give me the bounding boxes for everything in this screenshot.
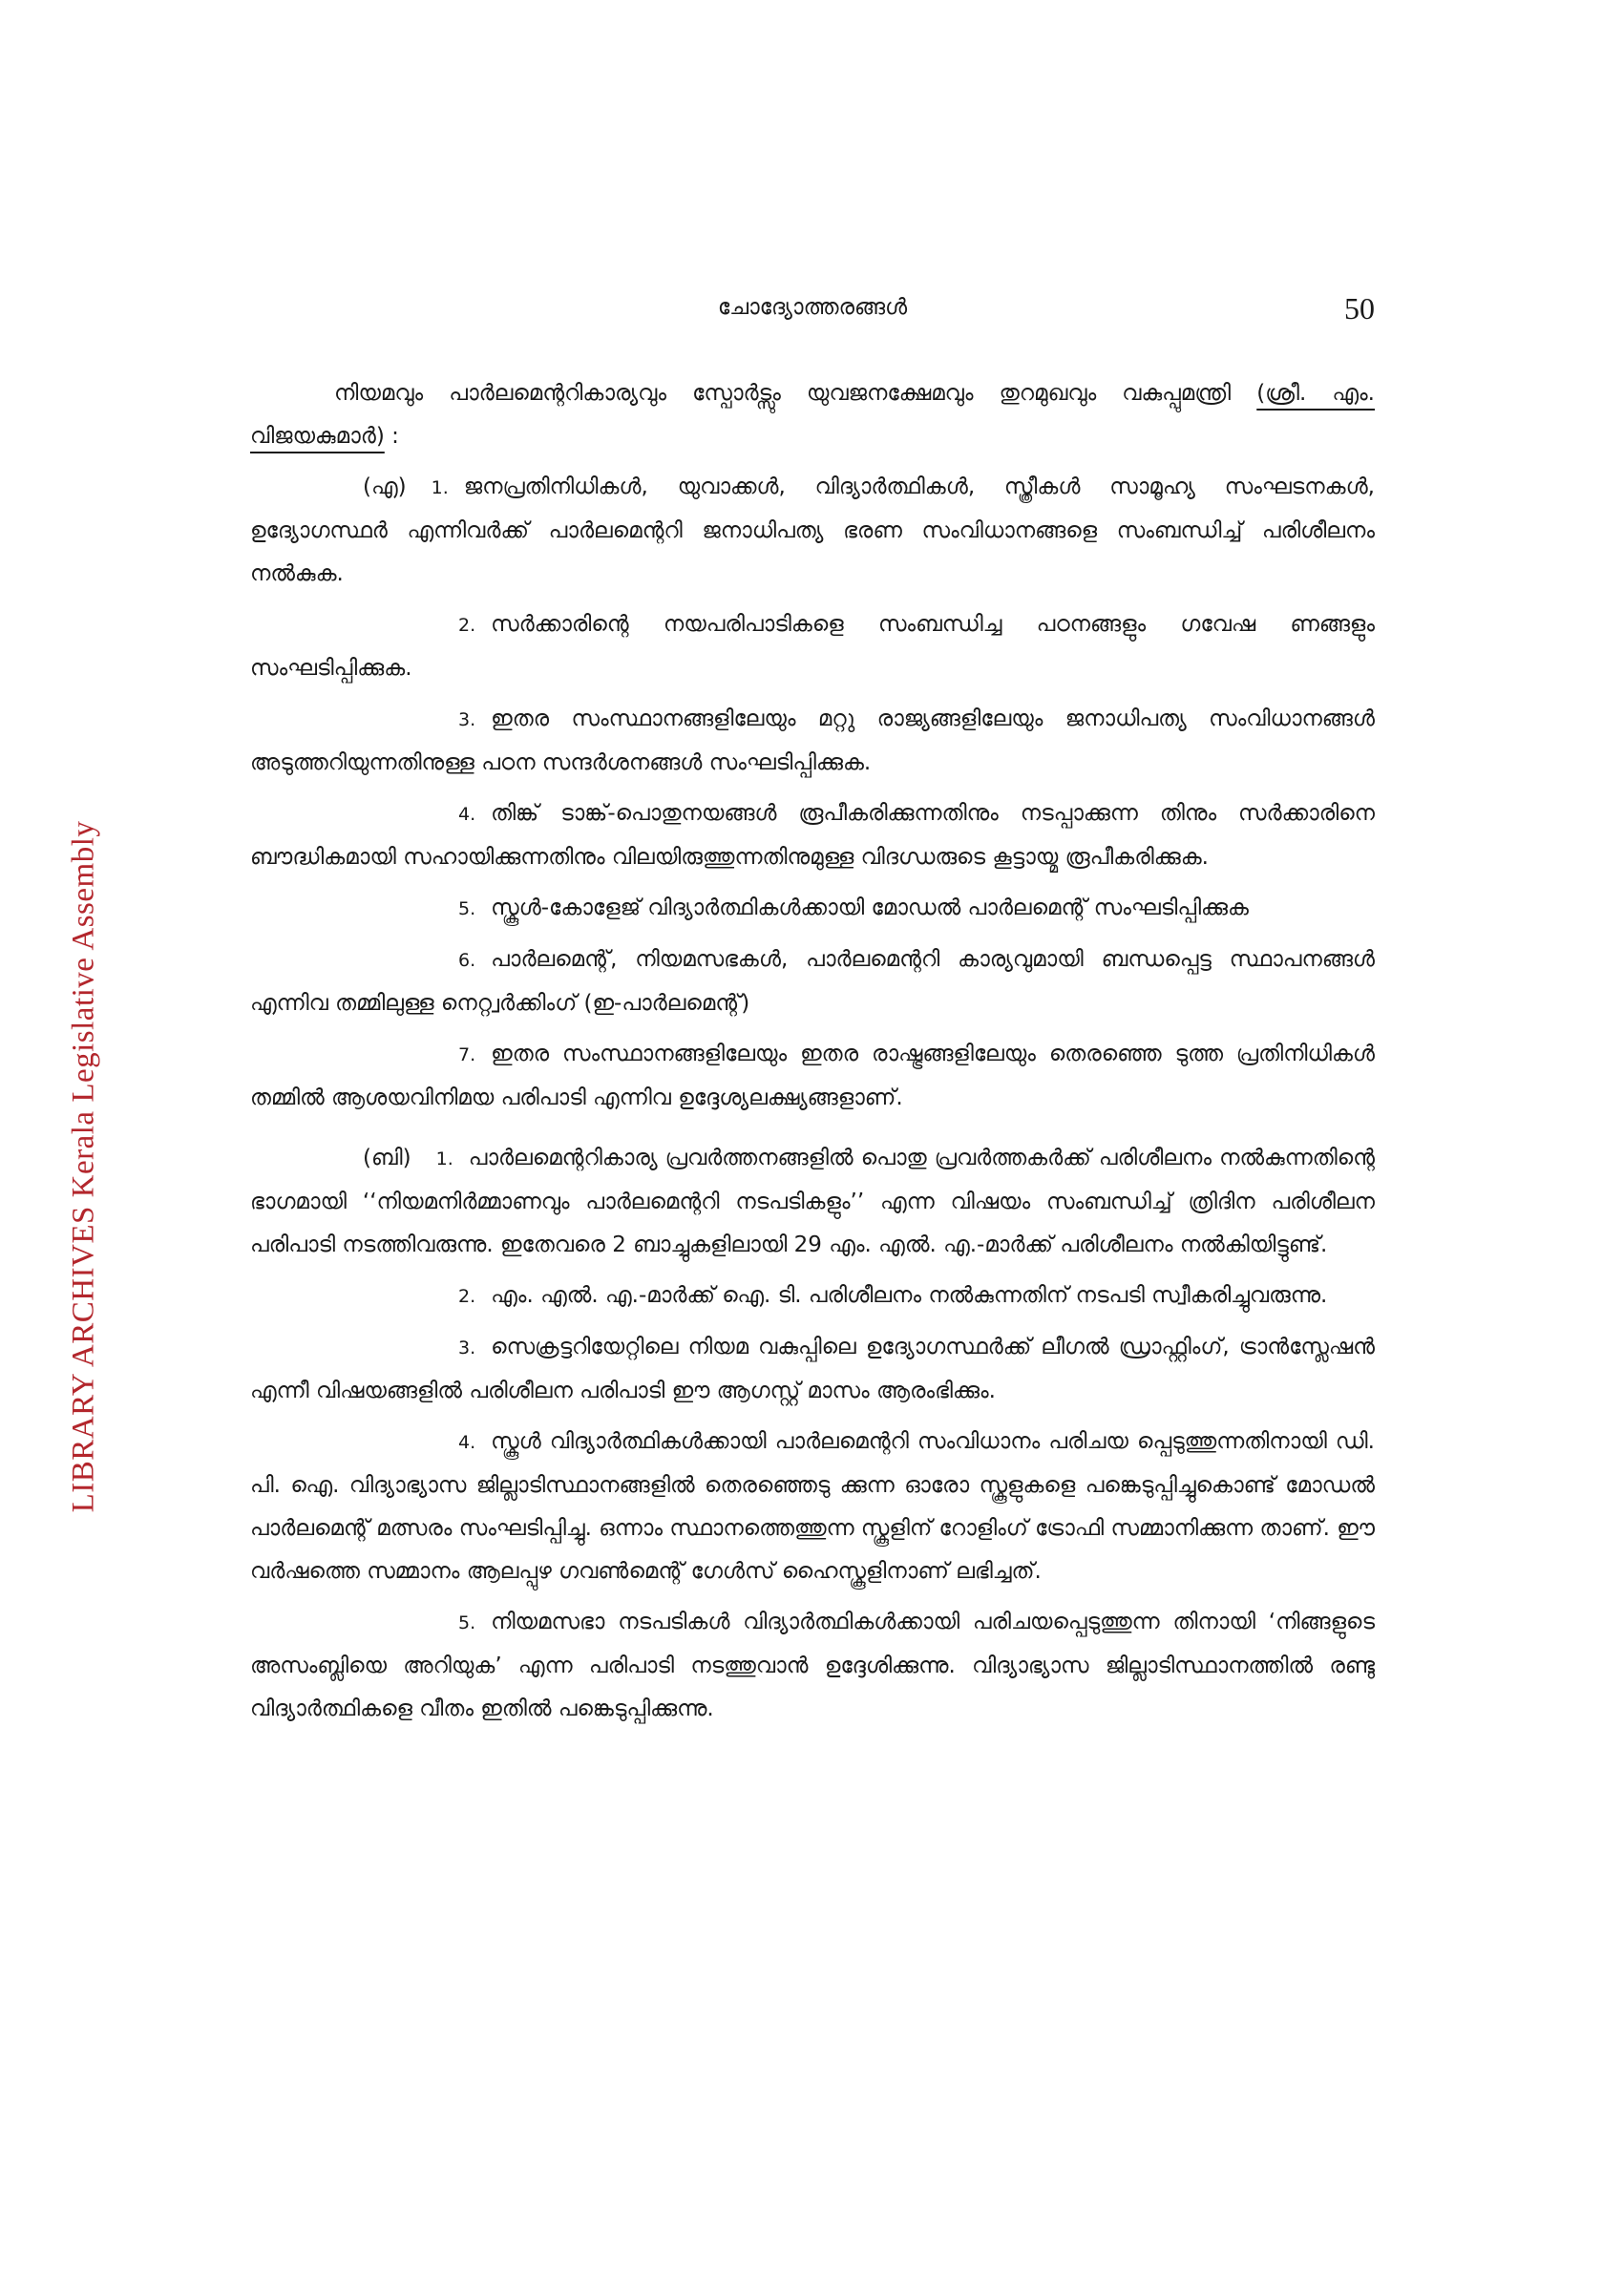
- section-a-item: [250, 792, 1375, 879]
- item-text: സെക്രട്ടറിയേറ്റിലെ നിയമ വകുപ്പിലെ ഉദ്യോഗസ്ഥർക്ക് ലീഗൽ ഡ്രാഫ്റ്റിംഗ്, ട്രാൻസ്ലേഷൻ എന്നീ വിഷയങ്ങളിൽ പരിശീലന പരിപാടി ഈ ആഗസ്റ്റ് മാസം ആരംഭിക്കും.: [250, 1335, 1375, 1403]
- item-text: സർക്കാരിന്റെ നയപരിപാടികളെ സംബന്ധിച്ച പഠനങ്ങളും ഗവേഷ ണങ്ങളും സംഘടിപ്പിക്കുക.: [250, 612, 1375, 681]
- section-a-item: [250, 603, 1375, 690]
- item-number: 2.: [458, 615, 476, 636]
- item-number: 4.: [458, 1432, 476, 1453]
- item-number: 6.: [458, 950, 476, 971]
- item-text: എം. എൽ. എ.-മാർക്ക് ഐ. ടി. പരിശീലനം നൽകുന്നതിന് നടപടി സ്വീകരിച്ചുവരുന്നു.: [491, 1283, 1328, 1308]
- page-header: [250, 291, 1375, 333]
- item-text: തിങ്ക് ടാങ്ക്-പൊതുനയങ്ങൾ രൂപീകരിക്കുന്നതിനും നടപ്പാക്കുന്ന തിനും സർക്കാരിനെ ബൗദ്ധികമായി സഹായിക്കുന്നതിനും വിലയിരുത്തുന്നതിനുമുള്ള വിദഗ്ധരുടെ കൂട്ടായ്മ രൂപീകരിക്കുക.: [250, 801, 1375, 870]
- item-number: 1.: [435, 1148, 453, 1169]
- section-b-item: [250, 1274, 1375, 1318]
- item-number: 2.: [458, 1286, 476, 1307]
- section-b-item: [250, 1601, 1375, 1731]
- item-text: ഇതര സംസ്ഥാനങ്ങളിലേയും മറ്റു രാജ്യങ്ങളിലേയും ജനാധിപത്യ സംവിധാനങ്ങൾ അടുത്തറിയുന്നതിനുള്ള പഠന സന്ദർശനങ്ങൾ സംഘടിപ്പിക്കുക.: [250, 706, 1375, 775]
- item-text: ജനപ്രതിനിധികൾ, യുവാക്കൾ, വിദ്യാർത്ഥികൾ, സ്ത്രീകൾ സാമൂഹ്യ സംഘടനകൾ, ഉദ്യോഗസ്ഥർ എന്നിവർക്ക് പാർലമെന്ററി ജനാധിപത്യ ഭരണ സംവിധാനങ്ങളെ സംബന്ധിച്ച് പരിശീലനം നൽകുക.: [250, 474, 1375, 586]
- section-b-item: [250, 1421, 1375, 1593]
- section-a-item: [250, 938, 1375, 1025]
- item-text: ഇതര സംസ്ഥാനങ്ങളിലേയും ഇതര രാഷ്ട്രങ്ങളിലേയും തെരഞ്ഞെ ടുത്ത പ്രതിനിധികൾ തമ്മിൽ ആശയവിനിമയ പരിപാടി എന്നിവ ഉദ്ദേശ്യലക്ഷ്യങ്ങളാണ്.: [250, 1042, 1375, 1110]
- section-b-item: [250, 1326, 1375, 1413]
- section-a-item: [250, 698, 1375, 785]
- section-b-label: (ബി): [363, 1146, 411, 1170]
- item-number: 1.: [431, 477, 449, 498]
- item-number: 7.: [458, 1044, 476, 1065]
- item-text: പാർലമെന്ററികാര്യ പ്രവർത്തനങ്ങളിൽ പൊതു പ്രവർത്തകർക്ക് പരിശീലനം നൽകുന്നതിന്റെ ഭാഗമായി ‘‘നിയമനിർമ്മാണവും പാർലമെന്ററി നടപടികളും’’ എന്ന വിഷയം സംബന്ധിച്ച് ത്രിദിന പരിശീലന പരിപാടി നടത്തിവരുന്നു. ഇതേവരെ 2 ബാച്ചുകളിലായി 29 എം. എൽ. എ.-മാർക്ക് പരിശീലനം നൽകിയിട്ടുണ്ട്.: [250, 1146, 1375, 1257]
- intro-text: നിയമവും പാർലമെന്ററികാര്യവും സ്പോർട്സും യുവജനക്ഷേമവും തുറമുഖവും വകുപ്പുമന്ത്രി: [334, 381, 1232, 406]
- item-number: 3.: [458, 709, 476, 730]
- item-number: 4.: [458, 804, 476, 825]
- archive-watermark: LIBRARY ARCHIVES Kerala Legislative Assembly: [66, 820, 101, 1513]
- section-a-item: [250, 466, 1375, 596]
- page-number: 50: [1344, 291, 1375, 326]
- section-b-item: [250, 1137, 1375, 1267]
- item-number: 5.: [458, 898, 476, 919]
- item-number: 3.: [458, 1338, 476, 1359]
- minister-name: (ശ്രീ. എം. വിജയകുമാർ): [250, 381, 1375, 449]
- section-a-item: [250, 887, 1375, 931]
- item-text: പാർലമെന്റ്, നിയമസഭകൾ, പാർലമെന്ററി കാര്യവുമായി ബന്ധപ്പെട്ട സ്ഥാപനങ്ങൾ എന്നിവ തമ്മിലുള്ള നെറ്റ്വർക്കിംഗ് (ഇ-പാർലമെന്റ്): [250, 947, 1375, 1016]
- intro-colon: :: [391, 424, 399, 449]
- section-a-item: [250, 1033, 1375, 1120]
- section-a-label: (എ): [363, 474, 407, 499]
- answer-intro: [250, 372, 1375, 458]
- item-text: സ്കൂൾ-കോളേജ് വിദ്യാർത്ഥികൾക്കായി മോഡൽ പാർലമെന്റ് സംഘടിപ്പിക്കുക: [491, 895, 1249, 920]
- running-title: ചോദ്യോത്തരങ്ങൾ: [717, 295, 908, 320]
- item-number: 5.: [458, 1612, 476, 1633]
- document-body: [250, 372, 1375, 1738]
- item-text: സ്കൂൾ വിദ്യാർത്ഥികൾക്കായി പാർലമെന്ററി സംവിധാനം പരിചയ പ്പെടുത്തുന്നതിനായി ഡി. പി. ഐ. വിദ്യാഭ്യാസ ജില്ലാടിസ്ഥാനങ്ങളിൽ തെരഞ്ഞെടു ക്കുന്ന ഓരോ സ്കൂളുകളെ പങ്കെടുപ്പിച്ചുകൊണ്ട് മോഡൽ പാർലമെന്റ് മത്സരം സംഘടിപ്പിച്ചു. ഒന്നാം സ്ഥാനത്തെത്തുന്ന സ്കൂളിന് റോളിംഗ് ട്രോഫി സമ്മാനിക്കുന്ന താണ്. ഈ വർഷത്തെ സമ്മാനം ആലപ്പുഴ ഗവൺമെന്റ് ഗേൾസ് ഹൈസ്കൂളിനാണ് ലഭിച്ചത്.: [250, 1429, 1375, 1584]
- item-text: നിയമസഭാ നടപടികൾ വിദ്യാർത്ഥികൾക്കായി പരിചയപ്പെടുത്തുന്ന തിനായി ‘നിങ്ങളുടെ അസംബ്ലിയെ അറിയുക’ എന്ന പരിപാടി നടത്തുവാൻ ഉദ്ദേശിക്കുന്നു. വിദ്യാഭ്യാസ ജില്ലാടിസ്ഥാനത്തിൽ രണ്ടു വിദ്യാർത്ഥികളെ വീതം ഇതിൽ പങ്കെടുപ്പിക്കുന്നു.: [250, 1610, 1375, 1721]
